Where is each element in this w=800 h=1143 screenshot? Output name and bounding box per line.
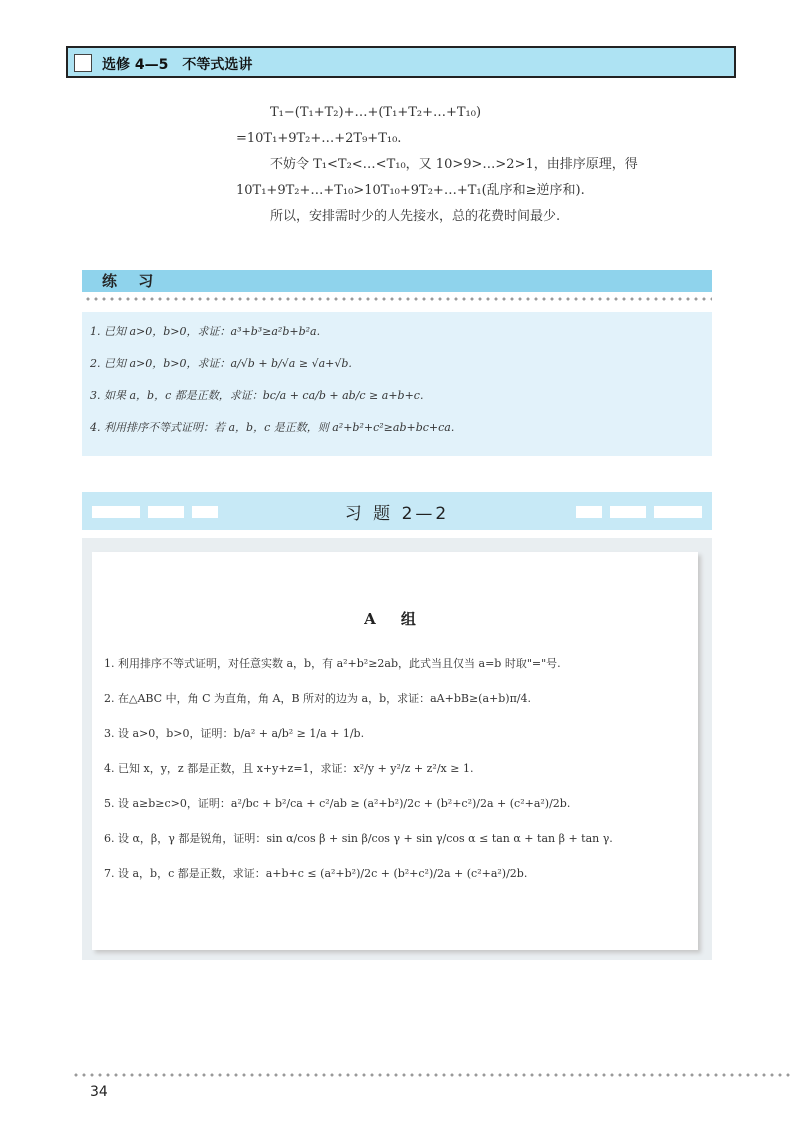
practice-box (82, 312, 712, 456)
practice-item: 3. 如果 a，b，c 都是正数，求证：bc/a + ca/b + ab/c ≥ a+b+c. (90, 389, 424, 402)
practice-title: 练 习 (102, 272, 162, 290)
exercise-item: 5. 设 a≥b≥c>0，证明：a²/bc + b²/ca + c²/ab ≥ (a²+b²)/2c + (b²+c²)/2a + (c²+a²)/2b. (104, 797, 571, 810)
intro-line: =10T₁+9T₂+…+2T₉+T₁₀. (236, 131, 402, 146)
footer-dotted-divider (72, 1072, 792, 1078)
intro-line: T₁−(T₁+T₂)+…+(T₁+T₂+…+T₁₀) (270, 105, 482, 120)
practice-item: 1. 已知 a>0，b>0，求证：a³+b³≥a²b+b²a. (90, 325, 321, 338)
intro-text-block (236, 100, 716, 230)
dotted-divider (84, 296, 712, 302)
group-title: A 组 (364, 610, 426, 628)
bar-decoration (610, 506, 646, 518)
exercise-item: 2. 在△ABC 中，角 C 为直角，角 A，B 所对的边为 a，b，求证：aA+bB≥(a+b)π/4. (104, 692, 532, 705)
chapter-title: 选修 4—5 不等式选讲 (102, 57, 253, 73)
header-square-marker (74, 54, 92, 72)
exercise-item: 7. 设 a，b，c 都是正数，求证：a+b+c ≤ (a²+b²)/2c + (b²+c²)/2a + (c²+a²)/2b. (104, 867, 528, 880)
chapter-header-bar (66, 46, 736, 78)
intro-line: 10T₁+9T₂+…+T₁₀>10T₁₀+9T₂+…+T₁(乱序和≥逆序和). (236, 183, 585, 198)
intro-line: 不妨令 T₁<T₂<…<T₁₀，又 10>9>…>2>1，由排序原理，得 (270, 157, 638, 172)
practice-section-header (82, 270, 712, 292)
practice-list (90, 316, 700, 444)
page-number: 34 (90, 1084, 108, 1100)
exercise-list (104, 646, 694, 891)
bar-decoration (654, 506, 702, 518)
bar-decoration (576, 506, 602, 518)
exercise-section-bar (82, 492, 712, 530)
intro-line: 所以，安排需时少的人先接水，总的花费时间最少. (270, 209, 561, 224)
practice-item: 4. 利用排序不等式证明：若 a，b，c 是正数，则 a²+b²+c²≥ab+bc+ca. (90, 421, 455, 434)
practice-item: 2. 已知 a>0，b>0，求证：a/√b + b/√a ≥ √a+√b. (90, 357, 352, 370)
exercise-item: 3. 设 a>0，b>0，证明：b/a² + a/b² ≥ 1/a + 1/b. (104, 727, 365, 740)
exercise-panel (92, 552, 698, 950)
exercise-item: 4. 已知 x，y，z 都是正数，且 x+y+z=1，求证：x²/y + y²/z + z²/x ≥ 1. (104, 762, 474, 775)
exercise-title: 习 题 2—2 (344, 504, 450, 524)
exercise-item: 6. 设 α，β，γ 都是锐角，证明：sin α/cos β + sin β/cos γ + sin γ/cos α ≤ tan α + tan β + tan γ. (104, 832, 613, 845)
exercise-item: 1. 利用排序不等式证明，对任意实数 a，b，有 a²+b²≥2ab，此式当且仅当 a=b 时取"="号. (104, 657, 561, 670)
exercise-frame (82, 538, 712, 960)
